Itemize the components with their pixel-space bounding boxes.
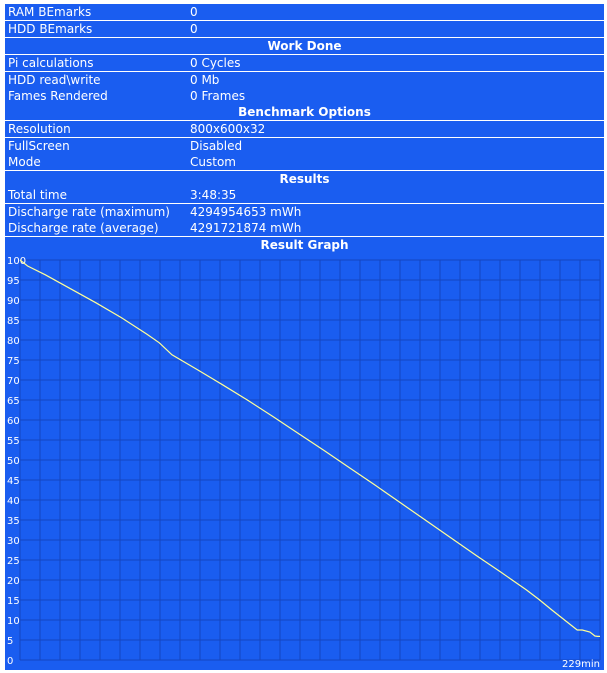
- stat-value: 4291721874 mWh: [190, 221, 302, 235]
- stat-label: HDD BEmarks: [8, 22, 93, 36]
- battery-discharge-chart: [5, 253, 604, 670]
- stat-value: 0: [190, 22, 198, 36]
- y-tick-label: 35: [7, 516, 20, 527]
- result-graph: [5, 253, 604, 670]
- stat-value: Custom: [190, 155, 236, 169]
- stat-label: Mode: [8, 155, 41, 169]
- y-tick-label: 70: [7, 376, 20, 387]
- y-tick-label: 45: [7, 476, 20, 487]
- y-tick-label: 60: [7, 416, 20, 427]
- y-tick-label: 55: [7, 436, 20, 447]
- stat-row: [5, 154, 604, 171]
- y-tick-label: 10: [7, 616, 20, 627]
- stat-value: 3:48:35: [190, 188, 237, 202]
- stat-value: 0 Frames: [190, 89, 246, 103]
- section-header-benchmark-options: Benchmark Options: [5, 104, 604, 121]
- stat-value: 0 Mb: [190, 73, 220, 87]
- stat-row: [5, 4, 604, 21]
- stat-row: [5, 138, 604, 155]
- stat-value: 800x600x32: [190, 122, 266, 136]
- stat-label: Discharge rate (maximum): [8, 205, 170, 219]
- stat-row: [5, 55, 604, 72]
- y-tick-label: 30: [7, 536, 20, 547]
- y-tick-label: 85: [7, 316, 20, 327]
- y-tick-label: 75: [7, 356, 20, 367]
- stat-row: [5, 187, 604, 204]
- stat-row: [5, 220, 604, 237]
- stat-row: [5, 204, 604, 221]
- y-tick-label: 40: [7, 496, 20, 507]
- stat-label: HDD read\write: [8, 73, 101, 87]
- y-tick-label: 90: [7, 296, 20, 307]
- y-tick-label: 20: [7, 576, 20, 587]
- stat-label: FullScreen: [8, 139, 70, 153]
- stat-label: Total time: [8, 188, 67, 202]
- stat-value: 0 Cycles: [190, 56, 241, 70]
- x-end-label: 229min: [562, 659, 600, 670]
- stat-label: Pi calculations: [8, 56, 94, 70]
- stat-row: [5, 72, 604, 89]
- stat-row: [5, 121, 604, 138]
- stat-label: Discharge rate (average): [8, 221, 159, 235]
- y-tick-label: 100: [7, 256, 27, 267]
- stat-value: 4294954653 mWh: [190, 205, 302, 219]
- y-tick-label: 5: [7, 636, 14, 647]
- y-tick-label: 50: [7, 456, 20, 467]
- section-header-results: Results: [5, 171, 604, 188]
- y-tick-label: 80: [7, 336, 20, 347]
- stat-value: 0: [190, 5, 198, 19]
- stat-label: RAM BEmarks: [8, 5, 92, 19]
- stat-row: [5, 21, 604, 38]
- y-tick-label: 15: [7, 596, 20, 607]
- y-tick-label: 65: [7, 396, 20, 407]
- y-tick-label: 25: [7, 556, 20, 567]
- stat-row: [5, 88, 604, 105]
- stat-label: Fames Rendered: [8, 89, 108, 103]
- section-header-work-done: Work Done: [5, 38, 604, 55]
- section-header-result-graph: Result Graph: [5, 237, 604, 254]
- y-tick-label: 95: [7, 276, 20, 287]
- stat-label: Resolution: [8, 122, 71, 136]
- y-tick-label: 0: [7, 656, 14, 667]
- stat-value: Disabled: [190, 139, 243, 153]
